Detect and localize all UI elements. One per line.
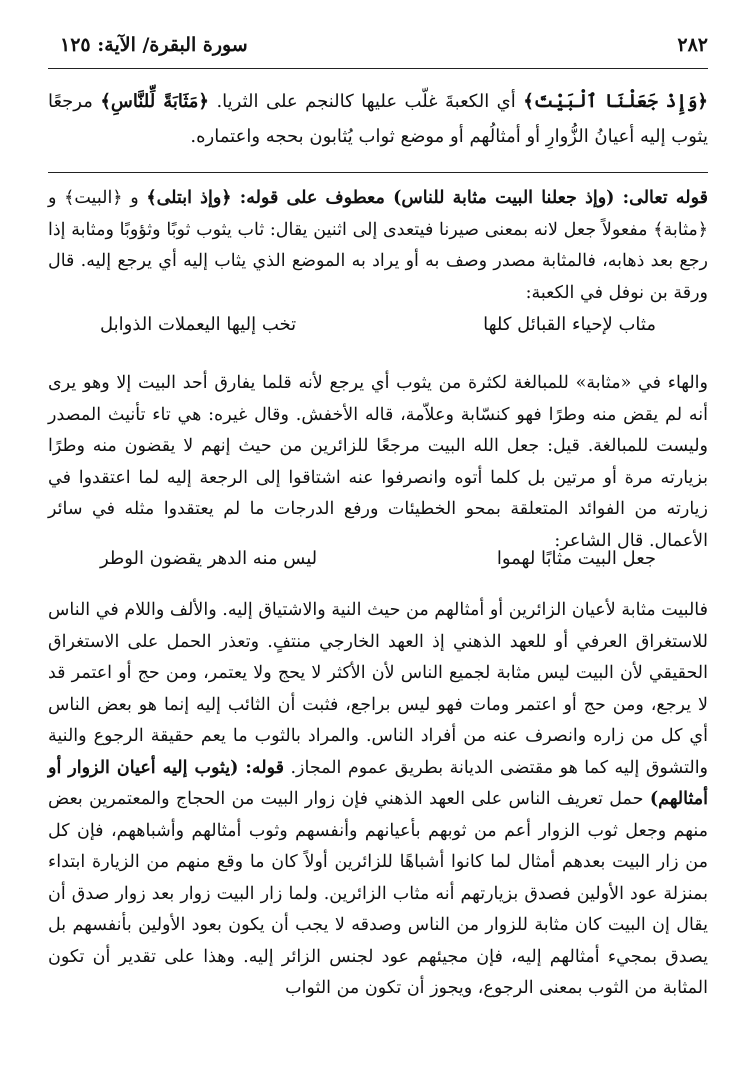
commentary-paragraph: والهاء في «مثابة» للمبالغة لكثرة من يثوب أي يرجع لأنه قلما يفارق أحد البيت إلا وهو يرى أنه لم يقض منه وطرًا فهو كنسّابة وعلاّمة، قاله الأخفش. وقال غيره: هي تاء تأنيث المصدر وليست للمبالغة. قيل: جعل الله البيت مرجعًا للزائرين من حيث إنهم لا يقضون منه وطرًا بزيارته مرة أو مرتين بل كلما أتوه وانصرفوا عنه اشتاقوا إلى الرجعة إليه لما اعتقدوا في زيارته من الفوائد المتعلقة بمحو الخطيئات ورفع الدرجات ما لم يعتقدوا مثله في سائر الأعمال. قال الشاعر: bbox=[48, 373, 708, 551]
main-text: مرجعًا يثوب إليه أعيانُ الزُّوارِ أو أمثالُهم أو موضع ثواب يُثابون بحجه واعتماره. bbox=[48, 91, 708, 147]
main-text: أي الكعبةَ غلّب عليها كالنجم على الثريا. bbox=[208, 91, 524, 112]
verse-second-hemistich: ليس منه الدهر يقضون الوطر bbox=[100, 548, 318, 569]
commentary-lemma: قوله تعالى: (وإذ جعلنا البيت مثابة للناس) معطوف على قوله: ﴿وإذ ابتلى﴾ bbox=[146, 188, 708, 208]
verse-first-hemistich: مثاب لإحياء القبائل كلها bbox=[483, 314, 656, 335]
quran-phrase: ﴿مَثَابَةً لِّلنَّاسِ﴾ bbox=[100, 91, 209, 112]
header-rule bbox=[48, 68, 708, 69]
commentary-paragraph bbox=[48, 595, 708, 1005]
tafsir-main-text bbox=[48, 84, 708, 154]
commentary-text: فالبيت مثابة لأعيان الزائرين أو أمثالهم من حيث النية والاشتياق إليه. والألف واللام في الناس للاستغراق العرفي أو للعهد الذهني إذ العهد الخارجي منتفٍ. وتعذر الحمل على الاستغراق الحقيقي لأن البيت ليس مثابة لجميع الناس لأن الأكثر لا يحج ولا يعتمر، ومن حج أو اعتمر قد لا يرجع، ومن حج أو اعتمر ومات فهو ليس براجع، فثبت أن الثائب إليه إنما هو بعض الناس أي كل من زاره وانصرف عنه من أفراد الناس. والمراد بالثوب ما يعم حقيقة الرجوع والنية والتشوق إليه كما هو مقتضى الديانة بطريق عموم المجاز. bbox=[48, 600, 709, 778]
quran-phrase: ﴿وَإِذْ جَعَلْنَا ٱلْبَيْتَ﴾ bbox=[523, 91, 708, 112]
commentary-paragraph bbox=[48, 183, 708, 309]
verse-first-hemistich: جعل البيت مثابًا لهموا bbox=[496, 548, 656, 569]
commentary-text: حمل تعريف الناس على العهد الذهني فإن زوار البيت من الحجاج والمعتمرين بعض منهم وجعل ثوب الزوار أعم من ثوبهم بأعيانهم وأنفسهم وثوب أمثالهم وأشباههم، فإن كل من زار البيت بعدهم أمثال لما كانوا أشباهًا للزائرين أولاً كان ما وقع منهم من الزيارة ابتداء بمنزلة عود الأولين فصدق بزيارتهم أنه مثاب الزائرين. ولما زار البيت زوار بعد زوار صدق أن يقال إن البيت كان مثابة للزوار من الناس وصدقه لا يجب أن يكون بعود الأولين بأنفسهم بل يصدق بمجيء أمثالهم إليه، فإن مجيئهم عود لجنس الزائر إليه. وهذا على تقدير أن تكون المثابة من الثوب بمعنى الرجوع، ويجوز أن تكون من الثواب bbox=[48, 789, 708, 998]
poetry-verse bbox=[100, 314, 656, 335]
page-header bbox=[60, 30, 708, 60]
verse-second-hemistich: تخب إليها اليعملات الذوابل bbox=[100, 314, 297, 335]
page-number: ٢٨٢ bbox=[677, 34, 708, 56]
section-divider bbox=[48, 172, 708, 173]
commentary-text: و ﴿البيت﴾ و ﴿مثابة﴾ مفعولاً جعل لانه بمعنى صيرنا فيتعدى إلى اثنين يقال: ثاب يثوب ثوبًا وثؤوبًا ومثابة إذا رجع بعد ذهابه، فالمثابة مصدر وصف به أو يراد به الموضع الذي يثاب إليه أي يرجع إليه. قال ورقة بن نوفل في الكعبة: bbox=[48, 188, 708, 303]
commentary-lemma: قوله: (يثوب إليه أعيان الزوار أو أمثالهم) bbox=[48, 757, 708, 809]
surah-title: سورة البقرة/ الآية: ١٢٥ bbox=[60, 34, 248, 56]
poetry-verse bbox=[100, 548, 656, 569]
